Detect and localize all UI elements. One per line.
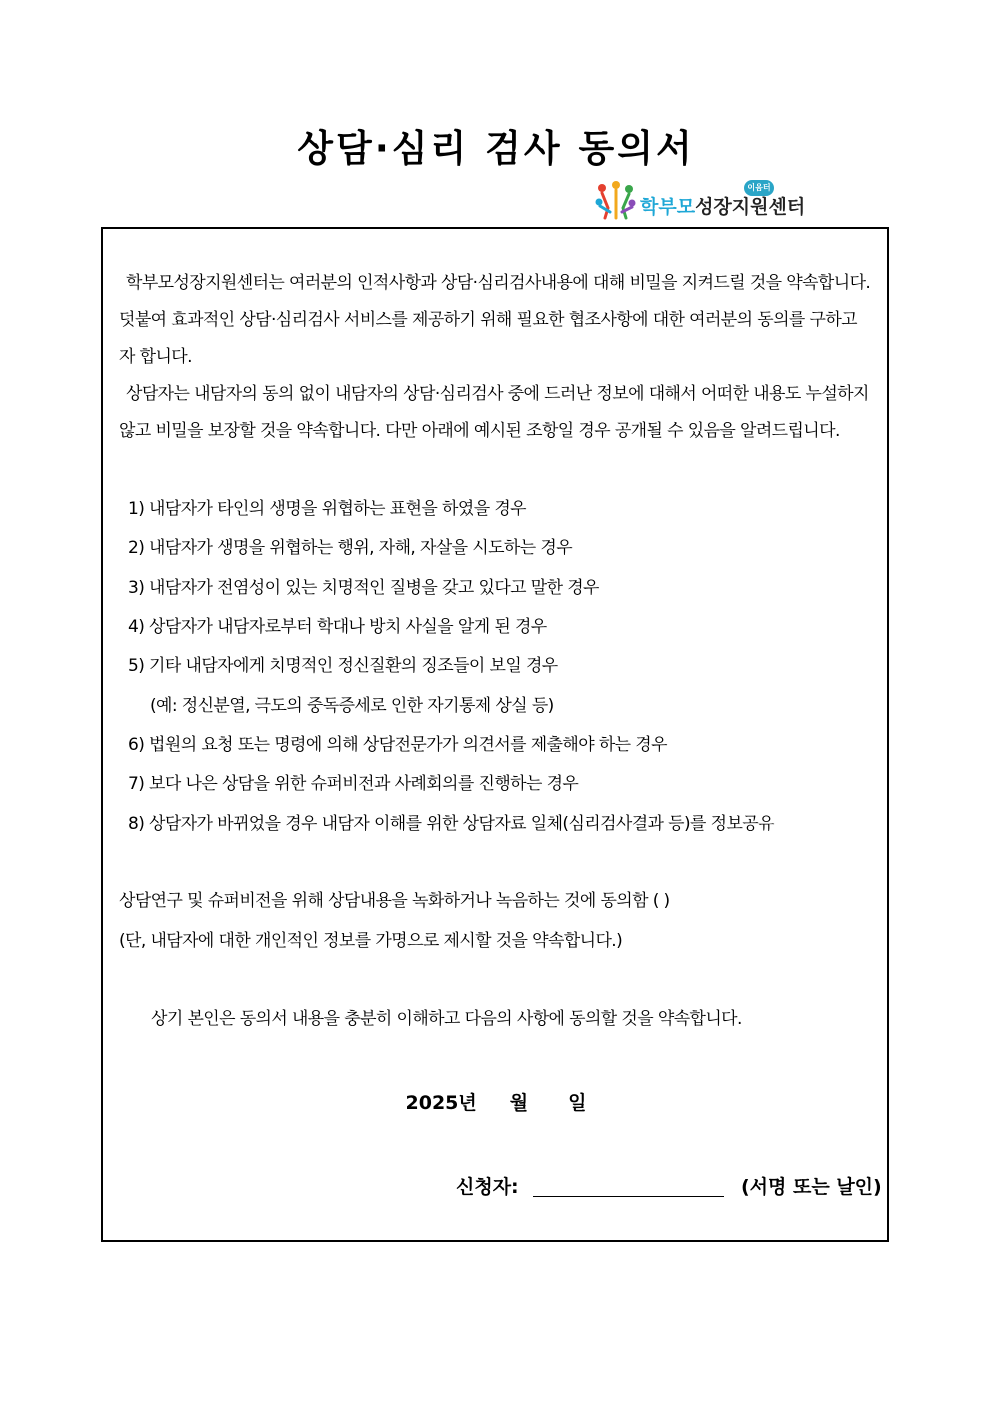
intro-line-4: 상담자는 내담자의 동의 없이 내담자의 상담·심리검사 중에 드러난 정보에 대해서 어떠한 내용도 누설하지 <box>126 384 869 404</box>
list-item: 3) 내담자가 전염성이 있는 치명적인 질병을 갖고 있다고 말한 경우 <box>128 578 599 598</box>
logo-text <box>640 192 805 219</box>
list-item: 4) 상담자가 내담자로부터 학대나 방치 사실을 알게 된 경우 <box>128 617 547 637</box>
list-item: 7) 보다 나은 상담을 위한 슈퍼비전과 사례회의를 진행하는 경우 <box>128 774 579 794</box>
agreement-statement: 상기 본인은 동의서 내용을 충분히 이해하고 다음의 사항에 동의할 것을 약속합니다. <box>151 1009 742 1029</box>
intro-line-3: 자 합니다. <box>119 347 192 367</box>
people-logo-icon <box>592 180 640 222</box>
logo-text-part1: 학부모 <box>640 196 696 218</box>
intro-line-1: 학부모성장지원센터는 여러분의 인적사항과 상담·심리검사내용에 대해 비밀을 지켜드릴 것을 약속합니다. <box>126 273 871 293</box>
list-item: 5) 기타 내담자에게 치명적인 정신질환의 징조들이 보일 경우 <box>128 656 558 676</box>
list-item-note: (예: 정신분열, 극도의 중독증세로 인한 자기통제 상실 등) <box>150 696 554 716</box>
logo-text-part2: 성장지원센터 <box>695 196 806 218</box>
list-item: 1) 내담자가 타인의 생명을 위협하는 표현을 하였을 경우 <box>128 499 526 519</box>
list-item: 6) 법원의 요청 또는 명령에 의해 상담전문가가 의견서를 제출해야 하는 경우 <box>128 735 667 755</box>
intro-line-5: 않고 비밀을 보장할 것을 약속합니다. 다만 아래에 예시된 조항일 경우 공개될 수 있음을 알려드립니다. <box>119 421 840 441</box>
recording-consent-line: 상담연구 및 슈퍼비전을 위해 상담내용을 녹화하거나 녹음하는 것에 동의함 ( ) <box>119 891 670 911</box>
list-item: 8) 상담자가 바뀌었을 경우 내담자 이해를 위한 상담자료 일체(심리검사결과 등)를 정보공유 <box>128 814 774 834</box>
list-item: 2) 내담자가 생명을 위협하는 행위, 자해, 자살을 시도하는 경우 <box>128 538 573 558</box>
signature-line[interactable] <box>533 1196 724 1197</box>
date-row <box>0 1088 992 1115</box>
center-logo <box>592 180 807 222</box>
signature-suffix: (서명 또는 날인) <box>741 1176 882 1198</box>
logo-badge: 이음터 <box>744 180 774 196</box>
date-day: 일 <box>568 1092 587 1114</box>
recording-consent-note: (단, 내담자에 대한 개인적인 정보를 가명으로 제시할 것을 약속합니다.) <box>119 931 623 951</box>
date-month: 월 <box>509 1092 529 1114</box>
signature-label: 신청자: <box>456 1176 519 1198</box>
date-year: 2025년 <box>405 1092 477 1114</box>
document-title: 상담·심리 검사 동의서 <box>297 127 695 170</box>
intro-line-2: 덧붙여 효과적인 상담·심리검사 서비스를 제공하기 위해 필요한 협조사항에 대한 여러분의 동의를 구하고 <box>119 310 857 330</box>
